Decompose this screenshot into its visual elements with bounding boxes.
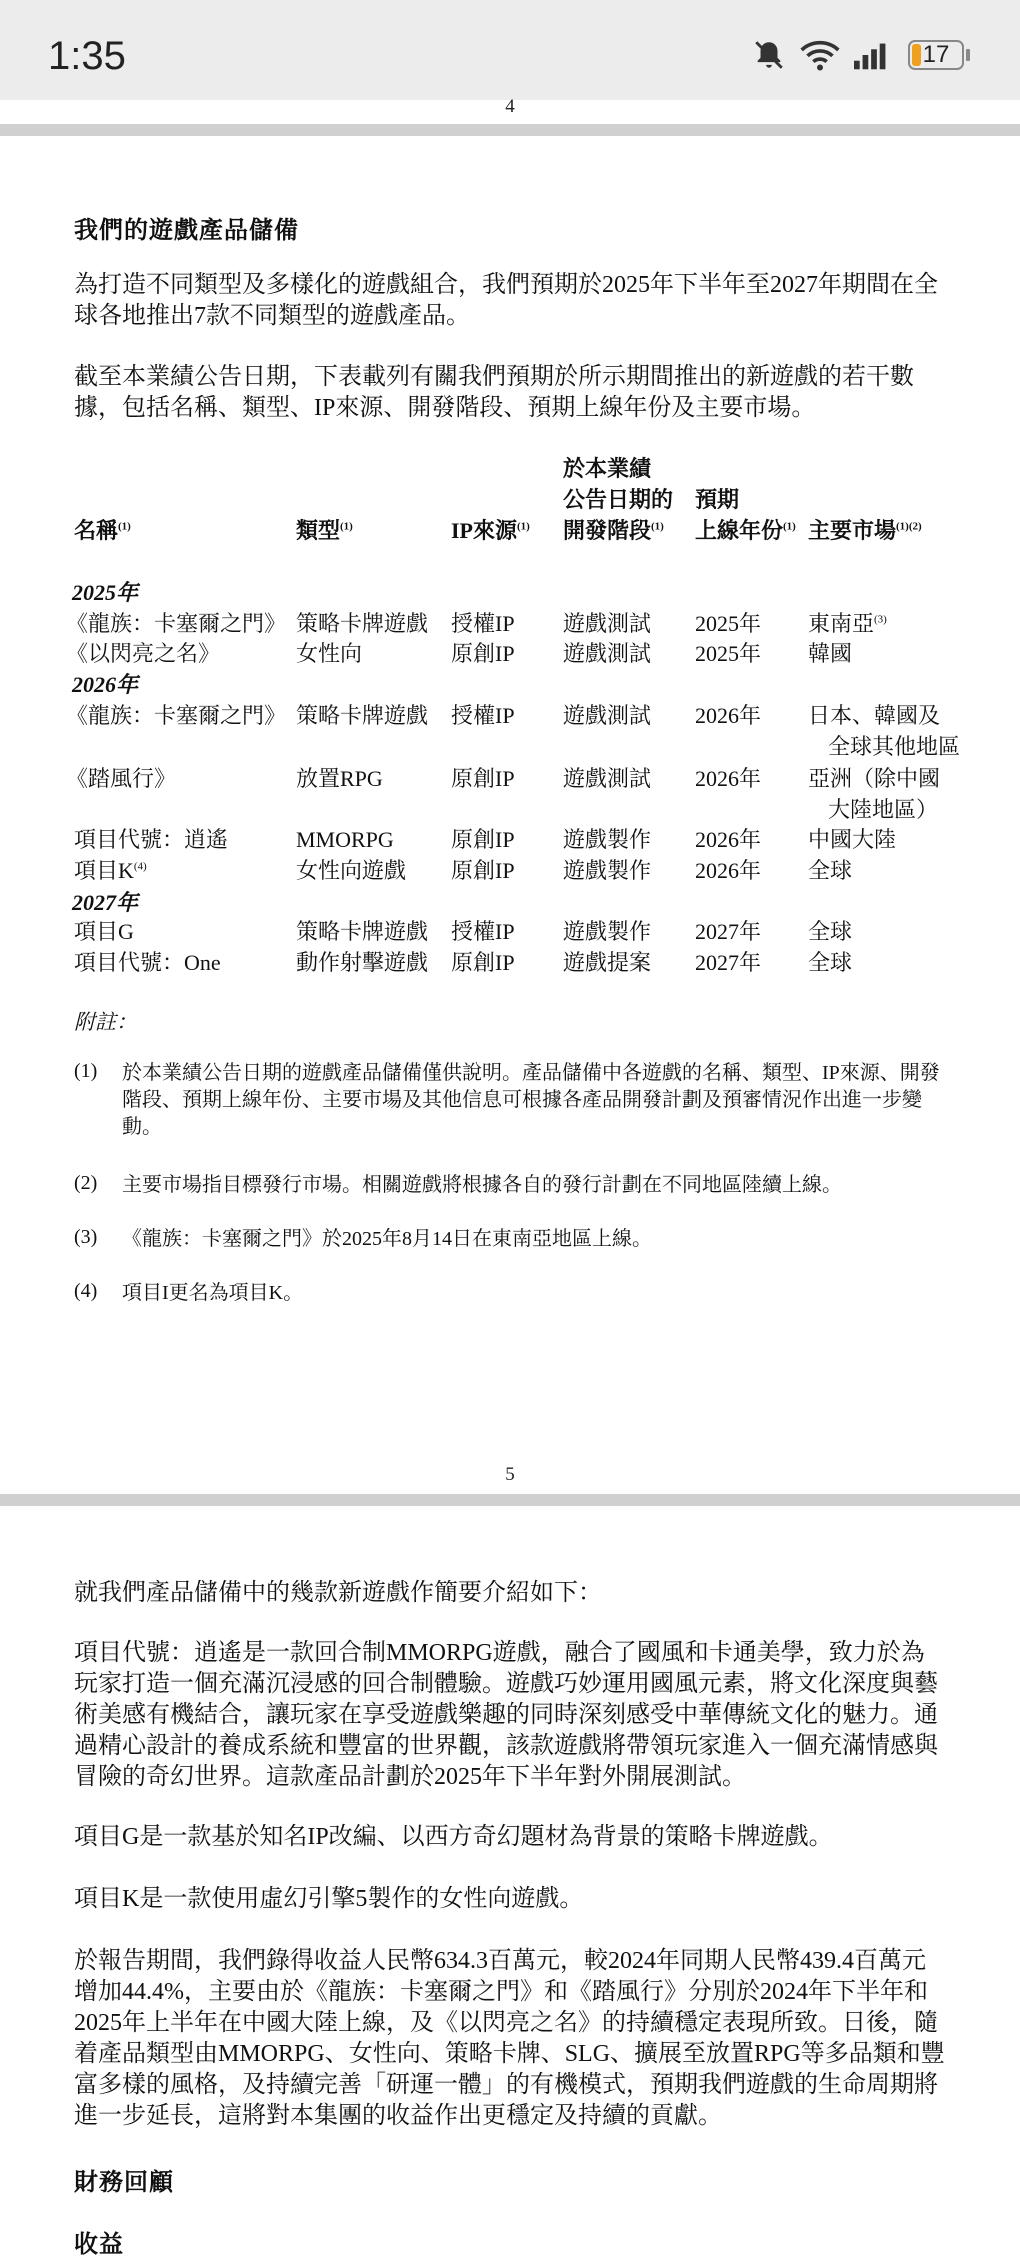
game-type: 動作射擊遊戲 [296, 950, 429, 975]
year-group-label: 2025年 [72, 580, 139, 605]
main-market-cont: 大陸地區） [828, 797, 939, 822]
dev-stage: 遊戲製作 [563, 827, 652, 852]
paragraph: 截至本業績公告日期，下表載列有關我們預期於所示期間推出的新遊戲的若干數據，包括名稱、類型、IP來源、開發階段、預期上線年份及主要市場。 [74, 364, 914, 421]
game-name: 《以閃亮之名》 [66, 641, 221, 666]
main-market: 全球 [808, 919, 853, 944]
column-header: 上線年份$^{(1)}$ [695, 518, 796, 543]
dev-stage: 遊戲提案 [563, 950, 652, 975]
paragraph: 於報告期間，我們錄得收益人民幣634.3百萬元，較2024年同期人民幣439.4百萬元增加44.4%，主要由於《龍族：卡塞爾之門》和《踏風行》分別於2024年下半年和2025年上半年在中國大陸上線，及《以閃亮之名》的持續穩定表現所致。日後，隨着產品類型由MMORPG、女性向、策略卡牌、SLG、擴展至放置RPG等多品類和豐富多樣的風格，及持續完善「研運一體」的有機模式，預期我們遊戲的生命周期將進一步延長，這將對本集團的收益作出更穩定及持續的貢獻。 [74, 1948, 945, 2129]
game-name: 項目代號：逍遙 [74, 827, 229, 852]
footnote-number: (1) [74, 1060, 98, 1082]
main-market-cont: 全球其他地區 [828, 734, 961, 759]
dev-stage: 遊戲測試 [563, 641, 652, 666]
page-number: 4 [505, 96, 515, 117]
launch-year: 2026年 [695, 858, 762, 883]
main-market: 亞洲（除中國 [808, 766, 941, 791]
column-header: 開發階段$^{(1)}$ [563, 518, 664, 543]
page-number: 5 [505, 1464, 515, 1485]
game-type: 女性向遊戲 [296, 858, 407, 883]
main-market: 全球 [808, 950, 853, 975]
column-header: 公告日期的 [563, 487, 674, 512]
launch-year: 2026年 [695, 703, 762, 728]
launch-year: 2025年 [695, 641, 762, 666]
paragraph: 項目K是一款使用虛幻引擎5製作的女性向遊戲。 [74, 1886, 584, 1912]
dev-stage: 遊戲測試 [563, 611, 652, 636]
column-header: 預期 [695, 487, 740, 512]
column-header: 於本業績 [563, 456, 652, 481]
column-header: 主要市場$^{(1)(2)}$ [808, 518, 922, 543]
ip-source: 原創IP [451, 858, 515, 883]
ip-source: 原創IP [451, 766, 515, 791]
launch-year: 2027年 [695, 950, 762, 975]
main-market: 中國大陸 [808, 827, 897, 852]
dev-stage: 遊戲製作 [563, 919, 652, 944]
main-market: 全球 [808, 858, 853, 883]
signal-icon [854, 40, 894, 70]
dev-stage: 遊戲測試 [563, 703, 652, 728]
launch-year: 2026年 [695, 766, 762, 791]
paragraph: 就我們產品儲備中的幾款新遊戲作簡要介紹如下： [74, 1580, 602, 1606]
year-group-label: 2027年 [72, 890, 139, 915]
battery-icon [908, 40, 970, 70]
game-name: 項目$K^{(4)}$ [74, 858, 147, 883]
page-separator [0, 1494, 1020, 1506]
footnote-number: (3) [74, 1226, 98, 1248]
mute-bell-icon [752, 38, 786, 72]
footnote-text: 項目I更名為項目K。 [122, 1282, 304, 1304]
main-market: 韓國 [808, 641, 853, 666]
footnote-text: 主要市場指目標發行市場。相關遊戲將根據各自的發行計劃在不同地區陸續上線。 [122, 1174, 842, 1196]
section-heading: 收益 [74, 2232, 124, 2258]
game-type: 策略卡牌遊戲 [296, 919, 429, 944]
ip-source: 授權IP [451, 919, 515, 944]
game-type: MMORPG [296, 827, 394, 852]
game-name: 《龍族：卡塞爾之門》 [66, 611, 287, 636]
section-heading: 財務回顧 [74, 2170, 174, 2196]
section-heading: 我們的遊戲產品儲備 [74, 218, 299, 244]
game-name: 項目G [74, 919, 134, 944]
game-name: 項目代號：One [74, 950, 221, 975]
footnote-text: 於本業績公告日期的遊戲產品儲備僅供說明。產品儲備中各遊戲的名稱、類型、IP來源、開發階段、預期上線年份、主要市場及其他信息可根據各產品開發計劃及預審情況作出進一步變動。 [122, 1062, 940, 1138]
status-icons [752, 38, 970, 72]
column-header: 類型$^{(1)}$ [296, 518, 353, 543]
game-name: 《龍族：卡塞爾之門》 [66, 703, 287, 728]
dev-stage: 遊戲測試 [563, 766, 652, 791]
game-type: 策略卡牌遊戲 [296, 703, 429, 728]
launch-year: 2026年 [695, 827, 762, 852]
paragraph: 項目代號：逍遙是一款回合制MMORPG遊戲，融合了國風和卡通美學，致力於為玩家打造一個充滿沉浸感的回合制體驗。遊戲巧妙運用國風元素，將文化深度與藝術美感有機結合，讓玩家在享受遊戲樂趣的同時深刻感受中華傳統文化的魅力。通過精心設計的養成系統和豐富的世界觀，該款遊戲將帶領玩家進入一個充滿情感與冒險的奇幻世界。這款產品計劃於2025年下半年對外開展測試。 [74, 1640, 938, 1790]
ip-source: 授權IP [451, 611, 515, 636]
ip-source: 原創IP [451, 827, 515, 852]
game-type: 女性向 [296, 641, 363, 666]
paragraph: 為打造不同類型及多樣化的遊戲組合，我們預期於2025年下半年至2027年期間在全球各地推出7款不同類型的遊戲產品。 [74, 272, 938, 329]
launch-year: 2027年 [695, 919, 762, 944]
column-header: 名稱$^{(1)}$ [74, 518, 131, 543]
ip-source: 授權IP [451, 703, 515, 728]
game-type: 策略卡牌遊戲 [296, 611, 429, 636]
battery-level: 17 [922, 41, 950, 68]
footnote-text: 《龍族：卡塞爾之門》於2025年8月14日在東南亞地區上線。 [122, 1228, 652, 1250]
game-name: 《踏風行》 [66, 766, 177, 791]
ip-source: 原創IP [451, 641, 515, 666]
notes-label: 附註： [74, 1010, 137, 1034]
ip-source: 原創IP [451, 950, 515, 975]
footnote-number: (4) [74, 1280, 98, 1302]
launch-year: 2025年 [695, 611, 762, 636]
year-group-label: 2026年 [72, 672, 139, 697]
main-market: 東南亞$^{(3)}$ [808, 611, 887, 636]
wifi-icon [800, 38, 840, 72]
main-market: 日本、韓國及 [808, 703, 941, 728]
page-separator [0, 124, 1020, 136]
paragraph: 項目G是一款基於知名IP改編、以西方奇幻題材為背景的策略卡牌遊戲。 [74, 1824, 833, 1850]
clock: 1:35 [48, 34, 126, 78]
status-bar [0, 0, 1020, 100]
game-type: 放置RPG [296, 766, 383, 791]
dev-stage: 遊戲製作 [563, 858, 652, 883]
footnote-number: (2) [74, 1172, 98, 1194]
column-header: IP來源$^{(1)}$ [451, 518, 530, 543]
